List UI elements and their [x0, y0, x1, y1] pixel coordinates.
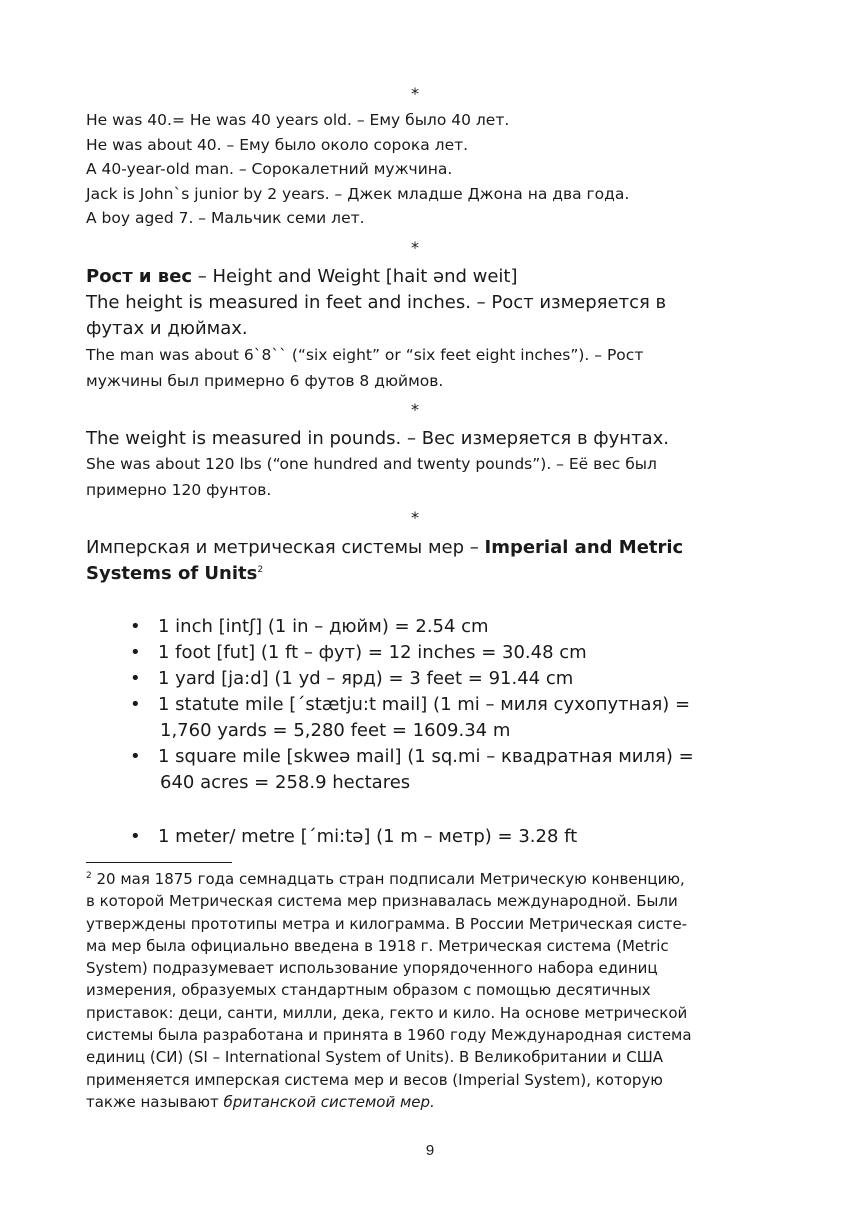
separator-asterisk: * — [411, 84, 419, 103]
footnote-line: в которой Метрическая система мер признавалась международной. Были — [86, 892, 678, 911]
separator-asterisk: * — [411, 400, 419, 419]
height-text: The height is measured in feet and inches. – Рост измеряется в — [86, 292, 667, 313]
height-weight-heading — [86, 264, 776, 342]
height-example-line: мужчины был примерно 6 футов 8 дюймов. — [86, 372, 444, 390]
footnote-ref: 2 — [257, 565, 264, 575]
footnote-line: 20 мая 1875 года семнадцать стран подписали Метрическую конвенцию, — [91, 870, 685, 888]
systems-heading — [86, 535, 776, 587]
systems-heading-plain: Имперская и метрическая системы мер – — [86, 537, 485, 558]
units-list — [120, 614, 760, 796]
weight-example-line: She was about 120 lbs (“one hundred and twenty pounds”). – Её вес был — [86, 455, 657, 473]
age-line: He was 40.= He was 40 years old. – Ему было 40 лет. — [86, 111, 510, 129]
weight-example-line: примерно 120 фунтов. — [86, 481, 272, 499]
height-example-line: The man was about 6`8`` (“six eight” or “six feet eight inches”). – Рост — [86, 346, 644, 364]
age-line: A boy aged 7. – Мальчик семи лет. — [86, 209, 365, 227]
units-list-meter — [120, 824, 760, 850]
unit-item: • 1 statute mile [ˊstætju:t mail] (1 mi – миля сухопутная) = 1,760 yards = 5,280 feet = 1609.34 m — [120, 692, 760, 744]
footnote-line: применяется имперская система мер и весов (Imperial System), которую — [86, 1070, 663, 1089]
weight-example — [86, 451, 776, 503]
footnote-line: измерения, образуемых стандартным образом с помощью десятичных — [86, 981, 651, 1000]
age-line: He was about 40. – Ему было около сорока лет. — [86, 135, 469, 154]
age-line: Jack is John`s junior by 2 years. – Джек младше Джона на два года. — [86, 184, 630, 203]
footnote-line: утверждены прототипы метра и килограмма. В России Метрическая систе- — [86, 914, 688, 933]
separator-asterisk: * — [411, 238, 419, 257]
age-expressions — [86, 108, 776, 231]
age-line: A 40-year-old man. – Сорокалетний мужчина. — [86, 160, 453, 178]
unit-item: • 1 meter/ metre [ˊmi:tə] (1 m – метр) = 3.28 ft — [120, 824, 760, 850]
footnote-line: системы была разработана и принята в 1960 году Международная система — [86, 1026, 692, 1045]
footnote-number: 2 — [86, 871, 92, 881]
unit-item: • 1 square mile [skweə mail] (1 sq.mi – квадратная миля) = 640 acres = 258.9 hectares — [120, 744, 760, 796]
footnote-line: System) подразумевает использование упорядоченного набора единиц — [86, 959, 658, 978]
heading-rest: – Height and Weight [hait ənd weit] — [192, 266, 518, 287]
height-text: футах и дюймах. — [86, 318, 248, 339]
footnote-line: единиц (СИ) (SI – International System of Units). В Великобритании и США — [86, 1048, 664, 1067]
footnote-line: ма мер была официально введена в 1918 г. Метрическая система (Metric — [86, 936, 669, 955]
unit-item: • 1 foot [fut] (1 ft – фут) = 12 inches = 30.48 cm — [120, 640, 760, 666]
unit-item: • 1 inch [intʃ] (1 in – дюйм) = 2.54 cm — [120, 614, 760, 640]
separator-asterisk: * — [411, 508, 419, 527]
footnote — [86, 868, 746, 1113]
footnote-italic: британской системой мер. — [223, 1092, 435, 1111]
weight-text — [86, 426, 776, 452]
height-example — [86, 342, 776, 394]
systems-heading-bold: Systems of Units — [86, 563, 258, 584]
page-number: 9 — [425, 1142, 435, 1159]
weight-line: The weight is measured in pounds. – Вес измеряется в фунтах. — [86, 428, 669, 449]
unit-item: • 1 yard [ja:d] (1 yd – ярд) = 3 feet = 91.44 cm — [120, 666, 760, 692]
heading-bold: Рост и вес — [86, 266, 193, 287]
footnote-line: приставок: деци, санти, милли, дека, гекто и кило. На основе метрической — [86, 1003, 688, 1022]
systems-heading-bold: Imperial and Metric — [484, 537, 684, 558]
footnote-rule — [86, 862, 232, 863]
footnote-line: также называют — [86, 1092, 224, 1111]
